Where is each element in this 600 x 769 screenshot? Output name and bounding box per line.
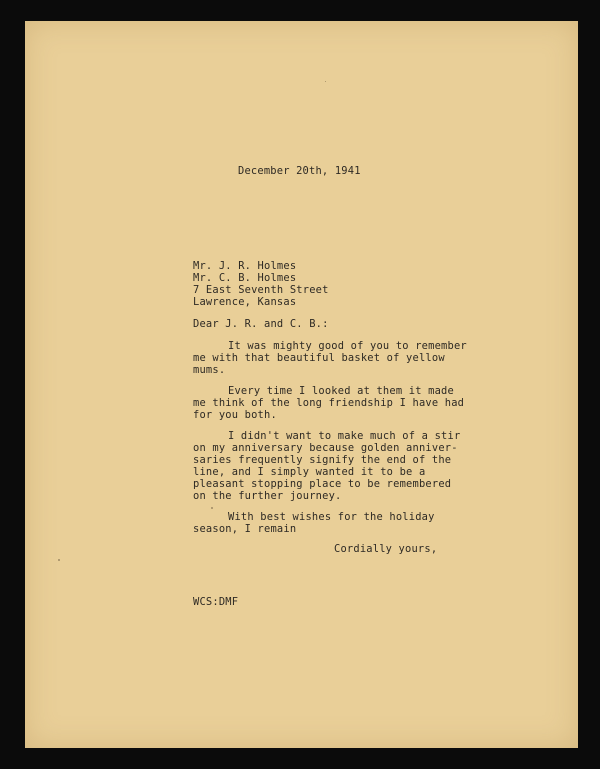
body-line: on my anniversary because golden anniver- [193,442,458,454]
body-line: line, and I simply wanted it to be a [193,466,426,478]
body-line: me think of the long friendship I have had [193,397,465,409]
body-line: Every time I looked at them it made [228,385,454,397]
body-line: With best wishes for the holiday [228,511,435,523]
body-line: for you both. [193,409,277,421]
address-line: Lawrence, Kansas [193,296,297,308]
closing: Cordially yours, [334,543,438,555]
letter-page [25,21,578,748]
body-line: mums. [193,364,226,376]
body-line: me with that beautiful basket of yellow [193,352,445,364]
body-line: season, I remain [193,523,297,535]
body-line: It was mighty good of you to remember [228,340,467,352]
paper-speck [325,81,326,82]
body-line: saries frequently signify the end of the [193,454,452,466]
paper-speck [211,507,213,509]
address-line: Mr. J. R. Holmes [193,260,297,272]
paper-speck [58,559,60,561]
body-line: I didn't want to make much of a stir [228,430,461,442]
body-line: on the further journey. [193,490,342,502]
typist-initials: WCS:DMF [193,596,239,608]
address-line: Mr. C. B. Holmes [193,272,297,284]
salutation: Dear J. R. and C. B.: [193,318,329,330]
address-line: 7 East Seventh Street [193,284,329,296]
letter-date: December 20th, 1941 [238,165,361,177]
body-line: pleasant stopping place to be remembered [193,478,452,490]
